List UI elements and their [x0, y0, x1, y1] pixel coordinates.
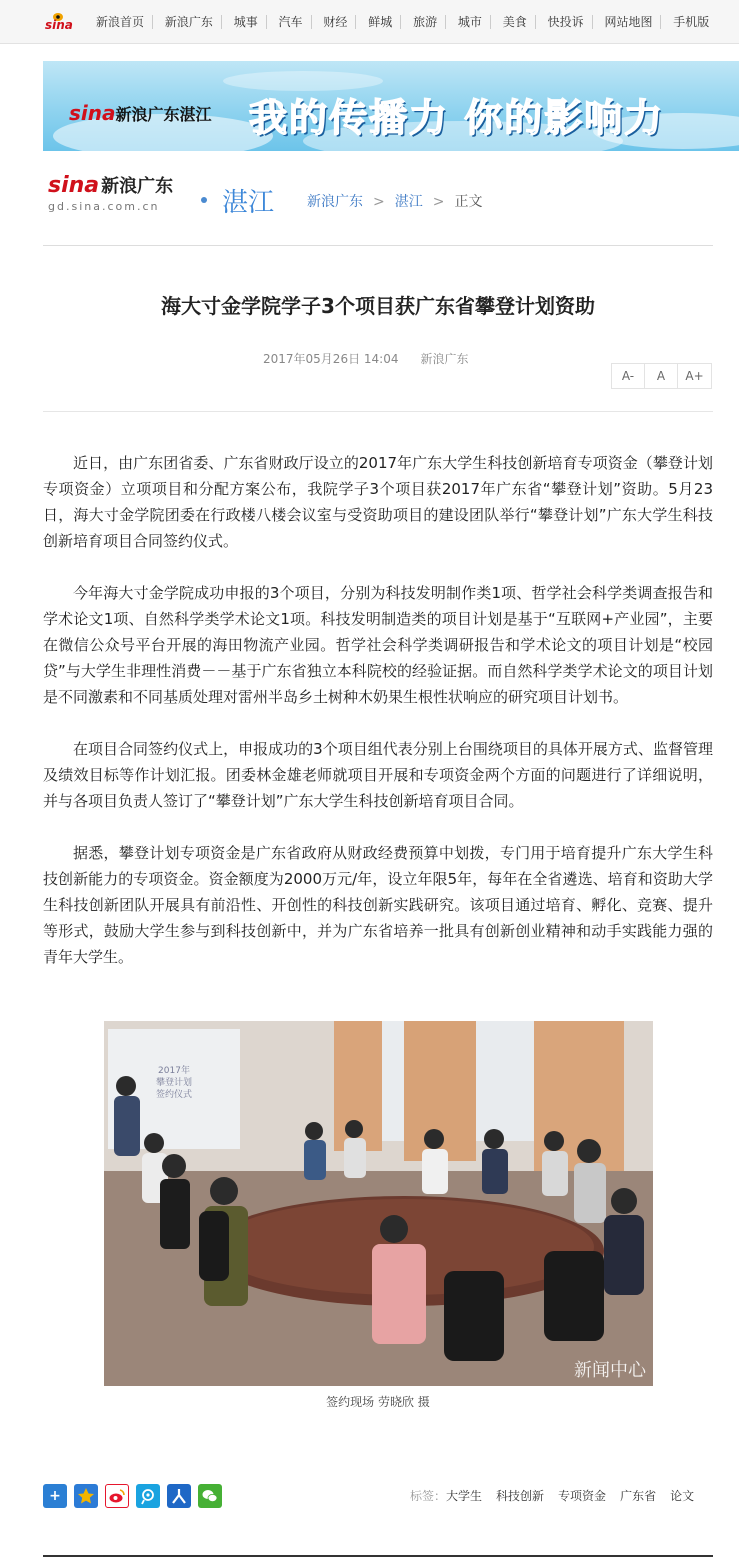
nav-item-sina-home[interactable]: 新浪首页: [88, 15, 153, 29]
nav-item-auto[interactable]: 汽车: [271, 15, 312, 29]
breadcrumb-current: 正文: [454, 194, 483, 210]
svg-text:sina: sina: [45, 18, 73, 31]
nav-item-sina-guangdong[interactable]: 新浪广东: [157, 15, 222, 29]
sina-logo-icon[interactable]: [44, 9, 80, 31]
font-larger-button[interactable]: A+: [685, 369, 704, 383]
city-dot-icon: [201, 197, 207, 203]
meta-divider: [43, 411, 713, 412]
font-normal-button[interactable]: A: [645, 364, 678, 388]
nav-item-sitemap[interactable]: 网站地图: [596, 15, 661, 29]
tag-list: [410, 1487, 708, 1504]
city-name[interactable]: 湛江: [222, 188, 275, 218]
site-brand-text: 新浪广东: [101, 176, 174, 197]
tag-label: 标签：: [410, 1489, 447, 1503]
breadcrumb-home[interactable]: 新浪广东: [307, 194, 363, 210]
tag-item[interactable]: 专项资金: [558, 1489, 607, 1503]
chevron-right-icon: >: [373, 194, 385, 210]
font-smaller-button[interactable]: A-: [612, 364, 645, 388]
nav-item-city-events[interactable]: 城事: [226, 15, 267, 29]
breadcrumb: [307, 191, 482, 211]
nav-item-travel[interactable]: 旅游: [405, 15, 446, 29]
article-meta: [263, 350, 469, 367]
header-divider: [43, 245, 713, 246]
article-photo[interactable]: [104, 1021, 653, 1386]
banner-logo-text: 新浪广东湛江: [115, 105, 212, 124]
font-size-controls: [611, 363, 712, 389]
photo-watermark: 新闻中心: [574, 1360, 646, 1381]
photo-caption: 签约现场 劳晓欣 摄: [326, 1395, 430, 1409]
top-nav: [0, 0, 739, 44]
weibo-icon[interactable]: [105, 1484, 129, 1508]
banner-sina-mark: sina: [69, 101, 116, 125]
footer-divider: [43, 1555, 713, 1557]
tencent-weibo-icon[interactable]: [136, 1484, 160, 1508]
ad-banner[interactable]: [43, 61, 739, 151]
article-paragraph: 据悉，攀登计划专项资金是广东省政府从财政经费预算中划拨，专门用于培育提升广东大学生科技创新能力的专项资金。资金额度为2000万元/年，设立年限5年，每年在全省遴选、培育和资助大学生科技创新团队开展具有前沿性、开创性的科技创新实践研究。该项目通过培育、孵化、竞赛、提升等形式，鼓励大学生参与到科技创新中，并为广东省培养一批具有创新创业精神和动手实践能力强的青年大学生。: [43, 844, 713, 966]
site-logo[interactable]: [48, 172, 173, 213]
article-paragraph: 近日，由广东团省委、广东省财政厅设立的2017年广东大学生科技创新培育专项资金（攀登计划专项资金）立项项目和分配方案公布，我院学子3个项目获2017年广东省“攀登计划”资助。5月23日，海大寸金学院团委在行政楼八楼会议室与受资助项目的建设团队举行“攀登计划”广东大学生科技创新培育项目合同签约仪式。: [43, 454, 713, 550]
nav-item-city[interactable]: 城市: [450, 15, 491, 29]
renren-icon[interactable]: [167, 1484, 191, 1508]
nav-item-fresh-city[interactable]: 鲜城: [360, 15, 401, 29]
article-paragraph: 今年海大寸金学院成功申报的3个项目，分别为科技发明制作类1项、哲学社会科学类调查报告和学术论文1项、自然科学类学术论文1项。科技发明制造类的项目计划是基于“互联网+产业园”，主要在微信公众号平台开展的海田物流产业园。哲学社会科学类调研报告和学术论文的项目计划是“校园贷”与大学生非理性消费－－基于广东省独立本科院校的经验证据。而自然科学类学术论文的项目计划是不同激素和不同基质处理对雷州半岛乡土树种木奶果生根性状响应的研究项目计划书。: [43, 584, 713, 706]
nav-item-mobile[interactable]: 手机版: [673, 15, 710, 29]
tag-item[interactable]: 广东省: [620, 1489, 657, 1503]
tag-item[interactable]: 科技创新: [496, 1489, 545, 1503]
chevron-right-icon: >: [432, 194, 445, 210]
nav-item-complaint[interactable]: 快投诉: [540, 15, 593, 29]
qzone-icon[interactable]: [74, 1484, 98, 1508]
nav-item-finance[interactable]: 财经: [315, 15, 356, 29]
site-domain: gd.sina.com.cn: [48, 200, 160, 213]
article-body: [43, 450, 713, 996]
meeting-photo-illustration: [104, 1021, 653, 1386]
tag-item[interactable]: 大学生: [446, 1489, 483, 1503]
site-sina-mark: sina: [48, 173, 100, 198]
tag-item[interactable]: 论文: [670, 1489, 695, 1503]
more-share-icon[interactable]: +: [43, 1484, 67, 1508]
screen-text: 2017年攀登计划签约仪式: [155, 1066, 193, 1100]
article-source[interactable]: 新浪广东: [420, 352, 469, 366]
article-title: 海大寸金学院学子3个项目获广东省攀登计划资助: [161, 294, 595, 318]
wechat-icon[interactable]: [198, 1484, 222, 1508]
article-paragraph: 在项目合同签约仪式上，申报成功的3个项目组代表分别上台围绕项目的具体开展方式、监督管理及绩效目标等作计划汇报。团委林金雄老师就项目开展和专项资金两个方面的问题进行了详细说明，并与各项目负责人签订了“攀登计划”广东大学生科技创新培育项目合同。: [43, 740, 713, 810]
banner-slogan: 我的传播力 你的影响力: [249, 96, 665, 140]
site-brand: [48, 172, 173, 198]
article-date: 2017年05月26日 14:04: [263, 352, 399, 366]
breadcrumb-city[interactable]: 湛江: [394, 194, 423, 210]
banner-logo: [69, 101, 212, 125]
share-bar: [43, 1484, 229, 1508]
top-nav-list: [88, 15, 717, 29]
nav-item-food[interactable]: 美食: [495, 15, 536, 29]
